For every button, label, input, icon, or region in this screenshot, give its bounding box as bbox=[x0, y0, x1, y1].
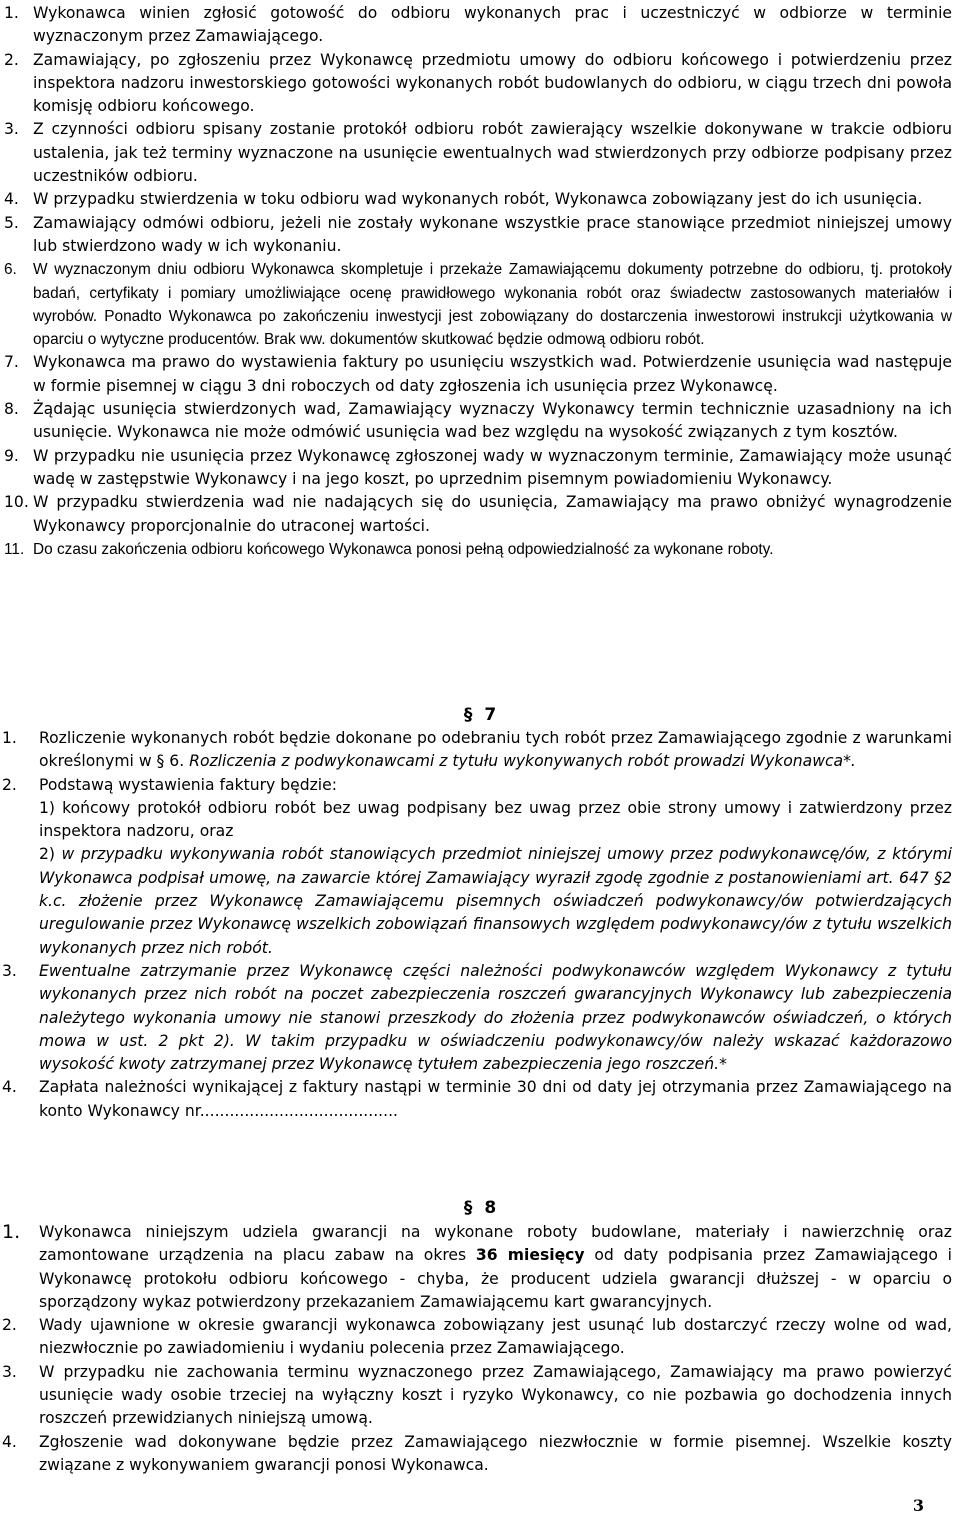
list-item bbox=[2, 188, 956, 211]
list-item bbox=[2, 491, 956, 538]
item-number: 8. bbox=[4, 400, 19, 419]
item-number: 10. bbox=[4, 493, 29, 512]
item-number: 4. bbox=[2, 1078, 17, 1097]
odbior-section bbox=[2, 2, 956, 561]
item-text-before: Wykonawca niniejszym udziela gwarancji na wykonane roboty budowlane, materiały i nawierzchnię oraz zamontowane urządzenia na placu zabaw na okres bbox=[39, 1223, 952, 1265]
section-7-body bbox=[2, 727, 956, 1123]
sub-item-1: 1) końcowy protokół odbioru robót bez uwag podpisany bez uwag przez obie strony umowy i zatwierdzony przez inspektora nadzoru, oraz bbox=[39, 798, 952, 841]
item-number: 1. bbox=[2, 1221, 21, 1243]
list-item bbox=[2, 538, 956, 561]
item-text: Wykonawca winien zgłosić gotowość do odbioru wykonanych prac i uczestniczyć w odbiorze w terminie wyznaczonym przez Zamawiającego. bbox=[33, 4, 952, 46]
item-text: W przypadku nie usunięcia przez Wykonawcę zgłoszonej wady w wyznaczonym terminie, Zamawiający może usunąć wadę w zastępstwie Wykonawcy i na jego koszt, po uprzednim pisemnym powiadomieniu Wykonawcy. bbox=[33, 446, 952, 488]
item-text-after: od daty podpisania przez Zamawiającego i Wykonawcę protokołu odbioru końcowego - chyba, że producent udziela gwarancji dłuższej - w oparciu o sporządzony wykaz potwierdzony przekazaniem Zamawiającemu kart gwarancyjnych. bbox=[39, 1246, 952, 1311]
sub-item-2-prefix: 2) bbox=[39, 845, 62, 864]
sub-item-2-text: w przypadku wykonywania robót stanowiących przedmiot niniejszej umowy przez podwykonawcę/ów, z którymi Wykonawca podpisał umowę, na zawarcie której Zamawiający wyraził zgodę zgodnie z postanowieniami art. 647 §2 k.c. złożenie przez Wykonawcę Zamawiającemu pisemnych oświadczeń podwykonawcy/ów potwierdzających uregulowanie przez Wykonawcę wszelkich zobowiązań finansowych względem podwykonawcy/ów z tytułu wszelkich wykonanych przez nich robót. bbox=[39, 845, 952, 957]
section-heading-7 bbox=[0, 704, 960, 727]
item-number: 2. bbox=[2, 1316, 17, 1335]
item-text: Zamawiający odmówi odbioru, jeżeli nie zostały wykonane wszystkie prace stanowiące przedmiot niniejszej umowy lub stwierdzono wady w ich wykonaniu. bbox=[33, 213, 952, 255]
list-item bbox=[2, 1431, 956, 1478]
item-number: 7. bbox=[4, 353, 19, 372]
list-item bbox=[2, 774, 956, 960]
list-item bbox=[2, 212, 956, 259]
section-8-body bbox=[2, 1221, 956, 1477]
list-item bbox=[2, 1076, 956, 1123]
list-item bbox=[2, 398, 956, 445]
item-text: W przypadku nie zachowania terminu wyznaczonego przez Zamawiającego, Zamawiający ma prawo powierzyć usunięcie wady osobie trzeciej na wyłączny koszt i ryzyko Wykonawcy, co nie pozbawia go dochodzenia innych roszczeń przewidzianych niniejszą umową. bbox=[39, 1362, 952, 1428]
list-item bbox=[2, 258, 956, 351]
page-number: 3 bbox=[912, 1496, 924, 1515]
item-text: Wykonawca ma prawo do wystawienia faktury po usunięciu wszystkich wad. Potwierdzenie usunięcia wad następuje w formie pisemnej w ciągu 3 dni roboczych od daty zgłoszenia ich usunięcia przez Wykonawcę. bbox=[33, 353, 952, 395]
item-number: 1. bbox=[2, 729, 17, 747]
item-text: Zamawiający, po zgłoszeniu przez Wykonawcę przedmiotu umowy do odbioru końcowego i potwierdzeniu przez inspektora nadzoru inwestorskiego gotowości wykonanych robót budowlanych do odbioru, w ciągu trzech dni powoła komisję odbioru końcowego. bbox=[33, 50, 952, 116]
item-text: Zapłata należności wynikającej z faktury nastąpi w terminie 30 dni od daty jej otrzymania przez Zamawiającego na konto Wykonawcy nr........................................ bbox=[39, 1078, 952, 1120]
item-text: Zgłoszenie wad dokonywane będzie przez Zamawiającego niezwłocznie w formie pisemnej. Wszelkie koszty związane z wykonywaniem gwarancji ponosi Wykonawca. bbox=[39, 1432, 952, 1474]
list-item bbox=[2, 1361, 956, 1431]
list-item bbox=[2, 960, 956, 1076]
item-number: 6. bbox=[4, 261, 17, 279]
section-number: 8 bbox=[484, 1198, 497, 1218]
item-number: 4. bbox=[4, 190, 19, 209]
sub-item-2 bbox=[39, 843, 952, 959]
item-number: 1. bbox=[4, 4, 19, 22]
item-number: 3. bbox=[4, 120, 19, 139]
item-text: Wady ujawnione w okresie gwarancji wykonawca zobowiązany jest usunąć lub dostarczyć rzeczy wolne od wad, niezwłocznie po zawiadomieniu i wydaniu polecenia przez Zamawiającego. bbox=[39, 1316, 952, 1358]
item-text: Żądając usunięcia stwierdzonych wad, Zamawiający wyznaczy Wykonawcy termin technicznie uzasadniony na ich usunięcie. Wykonawca nie może odmówić usunięcia wad bez względu na wysokość związanych z tym kosztów. bbox=[33, 400, 952, 442]
item-number: 2. bbox=[2, 775, 17, 794]
item-number: 3. bbox=[2, 1362, 17, 1381]
section-heading-8 bbox=[0, 1197, 960, 1220]
item-text: Do czasu zakończenia odbioru końcowego Wykonawca ponosi pełną odpowiedzialność za wykonane roboty. bbox=[33, 540, 774, 558]
list-item bbox=[2, 727, 956, 774]
list-item bbox=[2, 1314, 956, 1361]
item-number: 9. bbox=[4, 446, 19, 465]
item-italic-text: Ewentualne zatrzymanie przez Wykonawcę części należności podwykonawców względem Wykonawcy z tytułu wykonanych przez nich robót na poczet zabezpieczenia roszczeń gwarancyjnych Wykonawcy lub zabezpieczenia należytego wykonania umowy nie stanowi przeszkody do złożenia przez podwykonawców oświadczeń, o których mowa w ust. 2 pkt 2). W takim przypadku w oświadczeniu podwykonawcy/ów należy wskazać każdorazowo wysokość kwoty zatrzymanej przez Wykonawcę tytułem zabezpieczenia jego roszczeń.* bbox=[39, 961, 952, 1074]
item-number: 11. bbox=[4, 540, 25, 558]
list-item bbox=[2, 1221, 956, 1314]
item-text: Z czynności odbioru spisany zostanie protokół odbioru robót zawierający wszelkie dokonywane w trakcie odbioru ustalenia, jak też terminy wyznaczone na usunięcie ewentualnych wad stwierdzonych przy odbiorze podpisany przez uczestników odbioru. bbox=[33, 120, 952, 186]
item-number: 2. bbox=[4, 50, 19, 69]
list-item bbox=[2, 445, 956, 492]
paragraph-symbol: § bbox=[463, 705, 473, 725]
list-item bbox=[2, 2, 956, 49]
list-item bbox=[2, 351, 956, 398]
list-item bbox=[2, 118, 956, 188]
item-number: 4. bbox=[2, 1432, 17, 1451]
item-text: Rozliczenie wykonanych robót będzie dokonane po odebraniu tych robót przez Zamawiającego zgodnie z warunkami określonymi w § 6. bbox=[39, 729, 952, 771]
item-italic-text: Rozliczenia z podwykonawcami z tytułu wykonywanych robót prowadzi Wykonawca*. bbox=[189, 752, 856, 771]
section-number: 7 bbox=[484, 705, 497, 725]
paragraph-symbol: § bbox=[463, 1198, 473, 1218]
list-item bbox=[2, 49, 956, 119]
warranty-period: 36 miesięcy bbox=[475, 1246, 585, 1265]
item-number: 5. bbox=[4, 213, 19, 232]
item-text: W wyznaczonym dniu odbioru Wykonawca skompletuje i przekaże Zamawiającemu dokumenty potrzebne do odbioru, tj. protokoły badań, certyfikaty i pomiary umożliwiające ocenę prawidłowego wykonania robót oraz świadectw zastosowanych materiałów i wyrobów. Ponadto Wykonawca po zakończeniu inwestycji jest zobowiązany do dostarczenia inwestorowi instrukcji użytkowania w oparciu o wytyczne producentów. Brak ww. dokumentów skutkować będzie odmową odbioru robót. bbox=[33, 261, 952, 349]
item-number: 3. bbox=[2, 961, 17, 980]
item-text: W przypadku stwierdzenia wad nie nadających się do usunięcia, Zamawiający ma prawo obniżyć wynagrodzenie Wykonawcy proporcjonalnie do utraconej wartości. bbox=[33, 493, 952, 535]
item-text: W przypadku stwierdzenia w toku odbioru wad wykonanych robót, Wykonawca zobowiązany jest do ich usunięcia. bbox=[33, 190, 923, 209]
item-intro: Podstawą wystawienia faktury będzie: bbox=[39, 775, 337, 794]
